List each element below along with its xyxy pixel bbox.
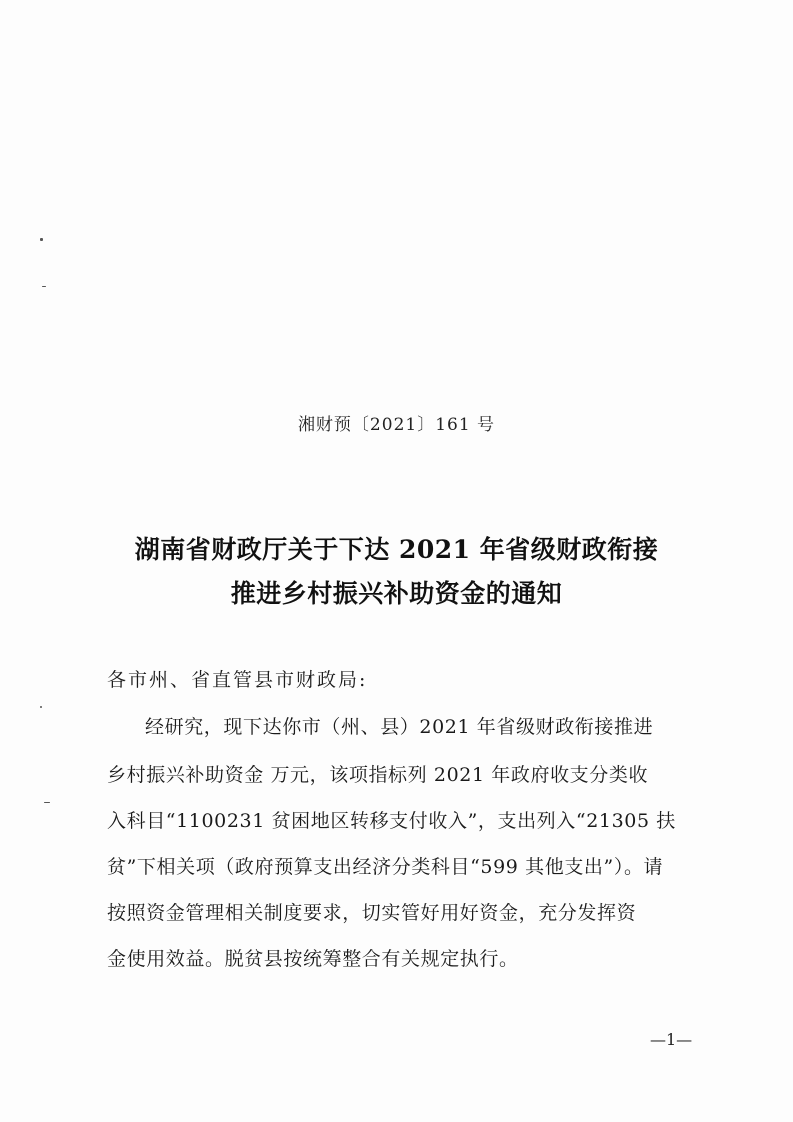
document-number: 湘财预〔2021〕161 号 (297, 415, 496, 435)
body-paragraph-line: 经研究，现下达你市（州、县）2021 年省级财政衔接推进 (145, 716, 654, 738)
body-paragraph-line: 贫”下相关项（政府预算支出经济分类科目“599 其他支出”）。请 (107, 856, 664, 878)
document-title-line-1: 湖南省财政厅关于下达 2021 年省级财政衔接 (134, 535, 659, 564)
body-paragraph-line: 按照资金管理相关制度要求，切实管好用好资金，充分发挥资 (107, 902, 637, 924)
scan-artifact-mark (40, 706, 42, 708)
body-paragraph-line: 入科目“1100231 贫困地区转移支付收入”，支出列入“21305 扶 (107, 810, 676, 832)
scan-artifact-mark (42, 286, 46, 287)
scan-artifact-mark (40, 238, 43, 241)
document-title-line-2: 推进乡村振兴补助资金的通知 (230, 579, 563, 608)
scan-artifact-mark (44, 802, 50, 803)
body-paragraph-line: 金使用效益。脱贫县按统筹整合有关规定执行。 (107, 948, 519, 970)
body-paragraph-line: 乡村振兴补助资金 万元，该项指标列 2021 年政府收支分类收 (107, 764, 649, 786)
salutation: 各市州、省直管县市财政局: (107, 669, 368, 691)
page-number: —1— (650, 1030, 693, 1049)
